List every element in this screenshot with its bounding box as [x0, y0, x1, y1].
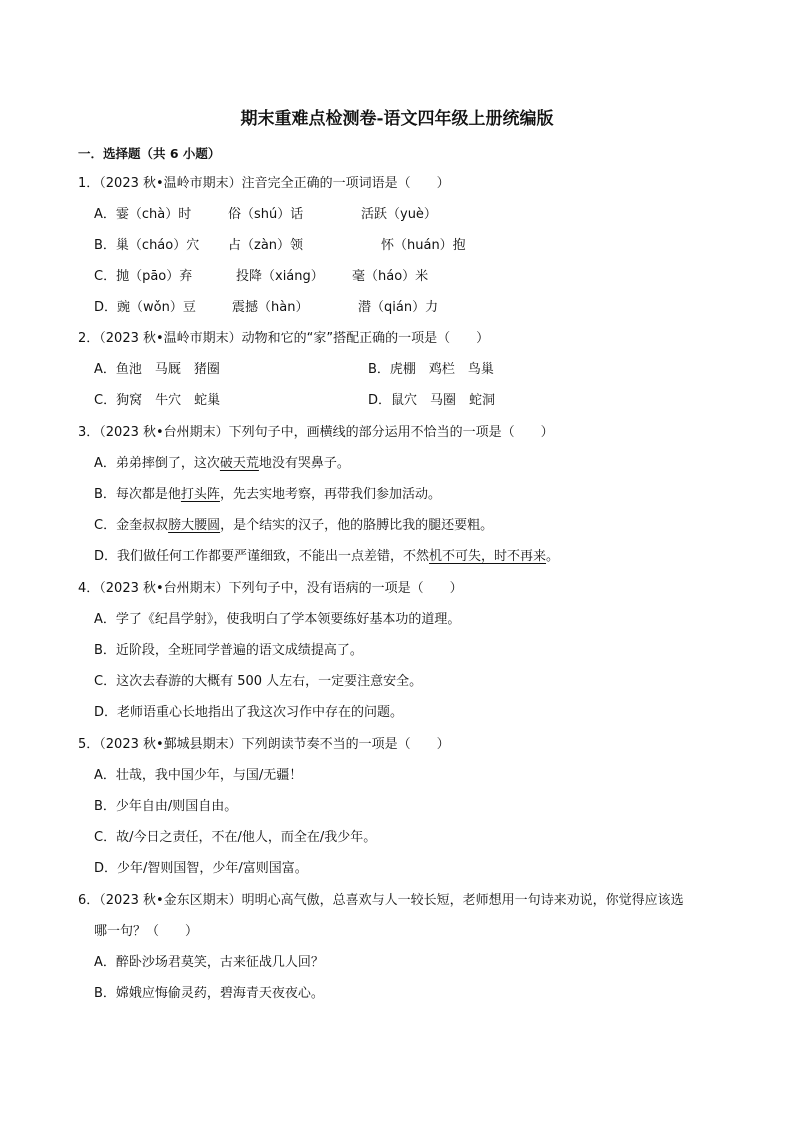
- question-3-option-b: [94, 486, 441, 504]
- question-4-option-a: A．学了《纪昌学射》，使我明白了学本领要练好基本功的道理。: [94, 612, 461, 627]
- question-5-option-a: A．壮哉，我中国少年，与国/无疆！: [94, 768, 303, 783]
- option-part: 活跃（yuè）: [361, 207, 437, 222]
- question-4-option-c: C．这次去春游的大概有 500 人左右，一定要注意安全。: [94, 674, 423, 689]
- option-part: 潜（qián）力: [358, 300, 439, 315]
- question-6-stem-continued: 哪一句？（ ）: [94, 924, 199, 939]
- underlined-phrase: 机不可失，时不再来: [429, 549, 547, 564]
- question-6-option-a: A．醉卧沙场君莫笑，古来征战几人回？: [94, 955, 324, 970]
- question-5-stem: 5．（2023 秋•鄞城县期末）下列朗读节奏不当的一项是（ ）: [78, 737, 450, 752]
- underlined-phrase: 破天荒: [219, 456, 259, 471]
- option-text: ，是个结实的汉子，他的胳膊比我的腿还要粗。: [220, 518, 494, 533]
- option-text: A．弟弟摔倒了，这次: [94, 456, 220, 471]
- question-3-option-c: [94, 517, 493, 535]
- option-part: 震撼（hàn）: [232, 300, 309, 315]
- question-1-option-b: [94, 237, 466, 255]
- question-3-option-d: [94, 548, 559, 566]
- option-text: C．金奎叔叔: [94, 518, 169, 533]
- question-4-stem: 4．（2023 秋•台州期末）下列句子中，没有语病的一项是（ ）: [78, 581, 463, 596]
- option-text: 。: [546, 549, 560, 564]
- option-text: D．我们做任何工作都要严谨细致，不能出一点差错，不然: [94, 549, 430, 564]
- question-5-option-b: B．少年自由/则国自由。: [94, 799, 238, 814]
- question-2-option-c: C．狗窝 牛穴 蛇巢: [94, 393, 221, 408]
- question-1-option-c: [94, 268, 428, 286]
- option-text: ，先去实地考察，再带我们参加活动。: [219, 487, 441, 502]
- underlined-phrase: 打头阵: [180, 487, 220, 502]
- option-part: C．抛（pāo）弃: [94, 269, 193, 284]
- option-part: 怀（huán）抱: [381, 238, 466, 253]
- question-2-option-a: A．鱼池 马厩 猪圈: [94, 362, 220, 377]
- question-2-option-b: B．虎棚 鸡栏 鸟巢: [368, 362, 494, 377]
- underlined-phrase: 膀大腰圆: [168, 518, 221, 533]
- question-5-option-d: D．少年/智则国智，少年/富则国富。: [94, 861, 308, 876]
- option-part: 占（zàn）领: [228, 238, 304, 253]
- question-6-option-b: B．嫦娥应悔偷灵药，碧海青天夜夜心。: [94, 986, 324, 1001]
- option-text: 地没有哭鼻子。: [258, 456, 350, 471]
- question-1-stem: 1．（2023 秋•温岭市期末）注音完全正确的一项词语是（ ）: [78, 176, 450, 191]
- question-1-option-d: [94, 299, 438, 317]
- section-heading: 一．选择题（共 6 小题）: [78, 146, 221, 161]
- option-part: B．巢（cháo）穴: [94, 238, 200, 253]
- question-3-option-a: [94, 455, 350, 473]
- option-part: 俗（shú）话: [228, 207, 304, 222]
- question-4-option-d: D．老师语重心长地指出了我这次习作中存在的问题。: [94, 705, 404, 720]
- question-3-stem: 3．（2023 秋•台州期末）下列句子中，画横线的部分运用不恰当的一项是（ ）: [78, 425, 554, 440]
- question-2-stem: 2．（2023 秋•温岭市期末）动物和它的“家”搭配正确的一项是（ ）: [78, 331, 490, 346]
- question-4-option-b: B．近阶段，全班同学普遍的语文成绩提高了。: [94, 643, 363, 658]
- question-5-option-c: C．故/今日之责任，不在/他人，而全在/我少年。: [94, 830, 377, 845]
- question-6-stem: 6．（2023 秋•金东区期末）明明心高气傲，总喜欢与人一较长短，老师想用一句诗来劝说，你觉得应该选: [78, 893, 684, 908]
- option-text: B．每次都是他: [94, 487, 181, 502]
- page-title: 期末重难点检测卷-语文四年级上册统编版: [240, 109, 554, 129]
- question-1-option-a: [94, 206, 437, 224]
- option-part: 毫（háo）米: [352, 269, 429, 284]
- question-2-option-d: D．鼠穴 马圈 蛇洞: [368, 393, 496, 408]
- option-part: D．豌（wǒn）豆: [94, 300, 196, 315]
- option-part: A．霎（chà）时: [94, 207, 192, 222]
- option-part: 投降（xiáng）: [236, 269, 324, 284]
